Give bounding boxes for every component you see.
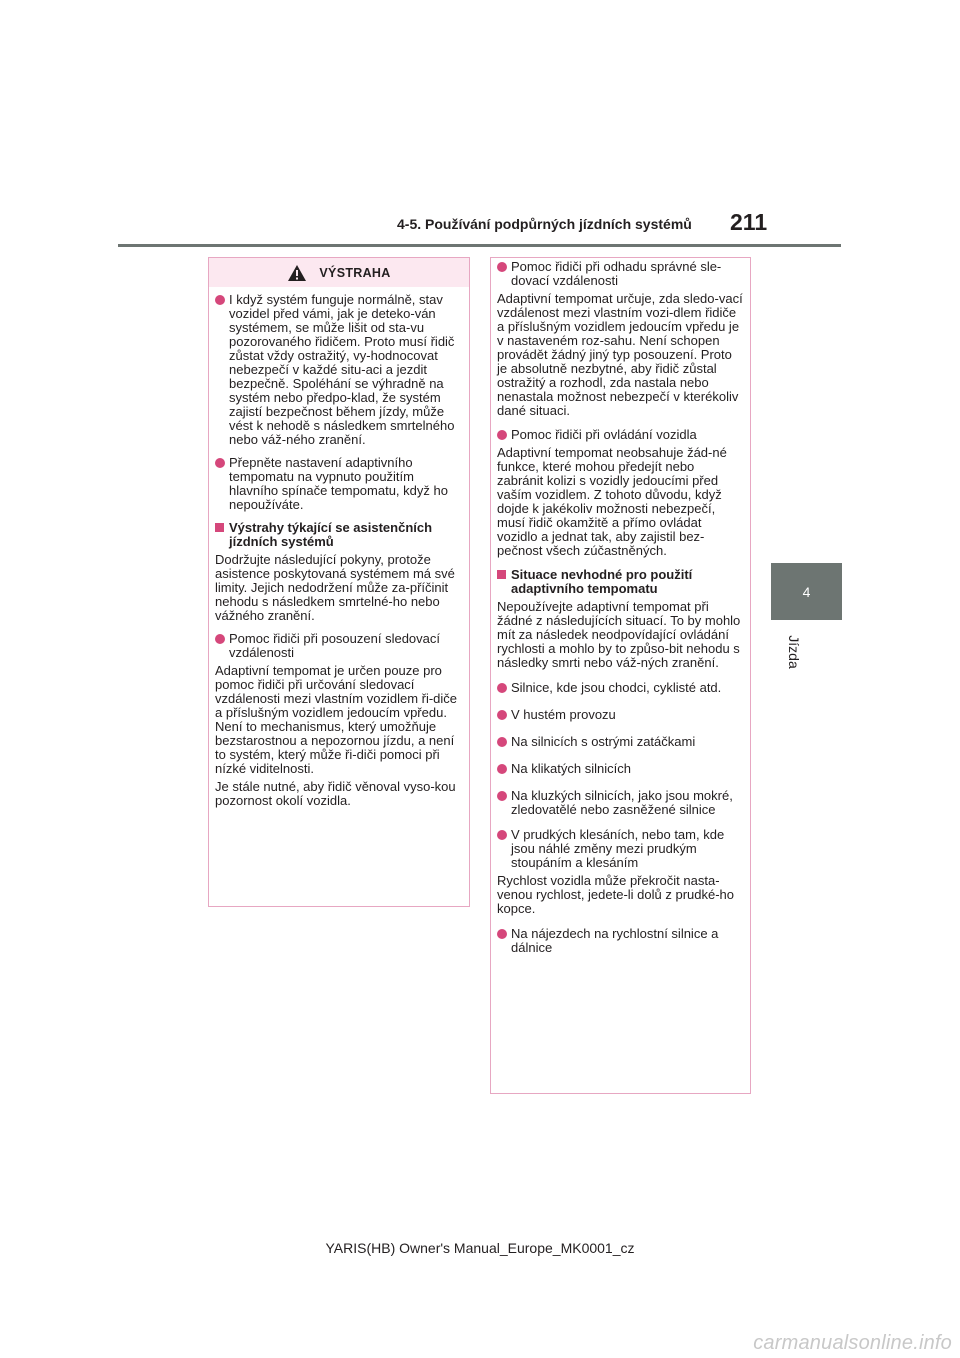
bullet-icon <box>215 295 225 305</box>
bullet-icon <box>215 634 225 644</box>
paragraph: Je stále nutné, aby řidič věnoval vyso-kou pozornost okolí vozidla. <box>215 779 456 808</box>
square-bullet-icon <box>497 570 506 579</box>
bullet-icon <box>215 458 225 468</box>
subheading: Výstrahy týkající se asistenčních jízdních systémů <box>215 521 464 549</box>
list-item: Pomoc řidiči při ovládání vozidla <box>497 428 744 442</box>
chapter-number: 4 <box>802 583 811 600</box>
bullet-icon <box>497 737 507 747</box>
chapter-tab[interactable] <box>771 563 842 620</box>
bullet-icon <box>497 830 507 840</box>
list-item: Na silnicích s ostrými zatáčkami <box>497 735 744 749</box>
warning-box <box>208 257 470 907</box>
list-item: I když systém funguje normálně, stav vozidel před vámi, jak je deteko-ván systémem, se může lišit od sta-vu pozorovaného řidičem. Proto musí řidič zůstat vždy ostražitý, vy-hodnocovat nebezpečí v každé situ-aci a jezdit bezpečně. Spoléhání se výhradně na systém nebo předpo-klad, že systém zajistí bezpečnost během jízdy, může vést k nehodě s následkem smrtelného nebo váž-ného zranění. <box>215 293 464 447</box>
header-divider <box>118 244 841 247</box>
warning-triangle-icon <box>287 264 307 282</box>
paragraph: Rychlost vozidla může překročit nasta-venou rychlost, jedete-li dolů z prudké-ho kopce. <box>497 873 735 916</box>
list-item: Na kluzkých silnicích, jako jsou mokré, zledovatělé nebo zasněžené silnice <box>497 789 744 817</box>
list-item: Silnice, kde jsou chodci, cyklisté atd. <box>497 681 744 695</box>
footer-manual-id: YARIS(HB) Owner's Manual_Europe_MK0001_cz <box>325 1240 635 1256</box>
page-number: 211 <box>730 209 768 235</box>
warning-header <box>209 258 469 287</box>
section-title: 4-5. Používání podpůrných jízdních systémů <box>397 216 692 232</box>
list-item: Pomoc řidiči při odhadu správné sle-dovací vzdálenosti <box>497 260 744 288</box>
subheading: Situace nevhodné pro použití adaptivního tempomatu <box>497 568 744 596</box>
list-item: Pomoc řidiči při posouzení sledovací vzdálenosti <box>215 632 464 660</box>
list-item: Na nájezdech na rychlostní silnice a dálnice <box>497 927 744 955</box>
paragraph: Dodržujte následující pokyny, protože asistence poskytovaná systémem má své limity. Jejich nedodržení může za-příčinit nehodu s následkem smrtelné-ho nebo vážného zranění. <box>215 552 455 623</box>
paragraph: Nepoužívejte adaptivní tempomat při žádné z následujících situací. To by mohlo mít za následek neodpovídající ovládání rychlosti a mohlo by to způso-bit nehodu s následky smrti nebo váž-ných zranění. <box>497 599 741 670</box>
square-bullet-icon <box>215 523 224 532</box>
paragraph: Adaptivní tempomat neobsahuje žád-né funkce, které mohou předejít nebo zabránit kolizi s vozidly jedoucími před vaším vozidlem. Z tohoto důvodu, když dojde k jakékoliv možnosti nebezpečí, musí řidič okamžitě a přímo ovládat vozidlo a jednat tak, aby zajistil bez-pečnost všech zúčastněných. <box>497 445 727 558</box>
bullet-icon <box>497 430 507 440</box>
list-item: Přepněte nastavení adaptivního tempomatu na vypnuto použitím hlavního spínače tempomatu, když ho nepoužíváte. <box>215 456 464 512</box>
warning-title: VÝSTRAHA <box>319 265 391 280</box>
list-item: Na klikatých silnicích <box>497 762 744 776</box>
chapter-label: Jízda <box>786 635 802 669</box>
bullet-icon <box>497 262 507 272</box>
paragraph: Adaptivní tempomat určuje, zda sledo-vací vzdálenost mezi vlastním vozi-dlem řidiče a příslušným vozidlem jedoucím vpředu je v nastaveném roz-sahu. Není schopen provádět žádný jiný typ posouzení. Proto je absolutně nezbytné, aby řidič zůstal ostražitý a rozhodl, zda nastala nebo nenastala možnost nebezpečí v kterékoliv dané situaci. <box>497 291 743 418</box>
list-item: V hustém provozu <box>497 708 744 722</box>
paragraph: Adaptivní tempomat je určen pouze pro pomoc řidiči při určování sledovací vzdálenosti mezi vlastním vozidlem ři-diče a příslušným vozidlem jedoucím vpředu. Není to mechanismus, který umožňuje bezstarostnou a nepozornou jízdu, a není to systém, který může ři-diči pomoci při nízké viditelnosti. <box>215 663 458 776</box>
watermark[interactable]: carmanualsonline.info <box>753 1332 952 1354</box>
bullet-icon <box>497 710 507 720</box>
list-item: V prudkých klesáních, nebo tam, kde jsou náhlé změny mezi prudkým stoupáním a klesáním <box>497 828 744 870</box>
bullet-icon <box>497 929 507 939</box>
continued-box <box>490 257 751 1094</box>
bullet-icon <box>497 791 507 801</box>
bullet-icon <box>497 764 507 774</box>
bullet-icon <box>497 683 507 693</box>
